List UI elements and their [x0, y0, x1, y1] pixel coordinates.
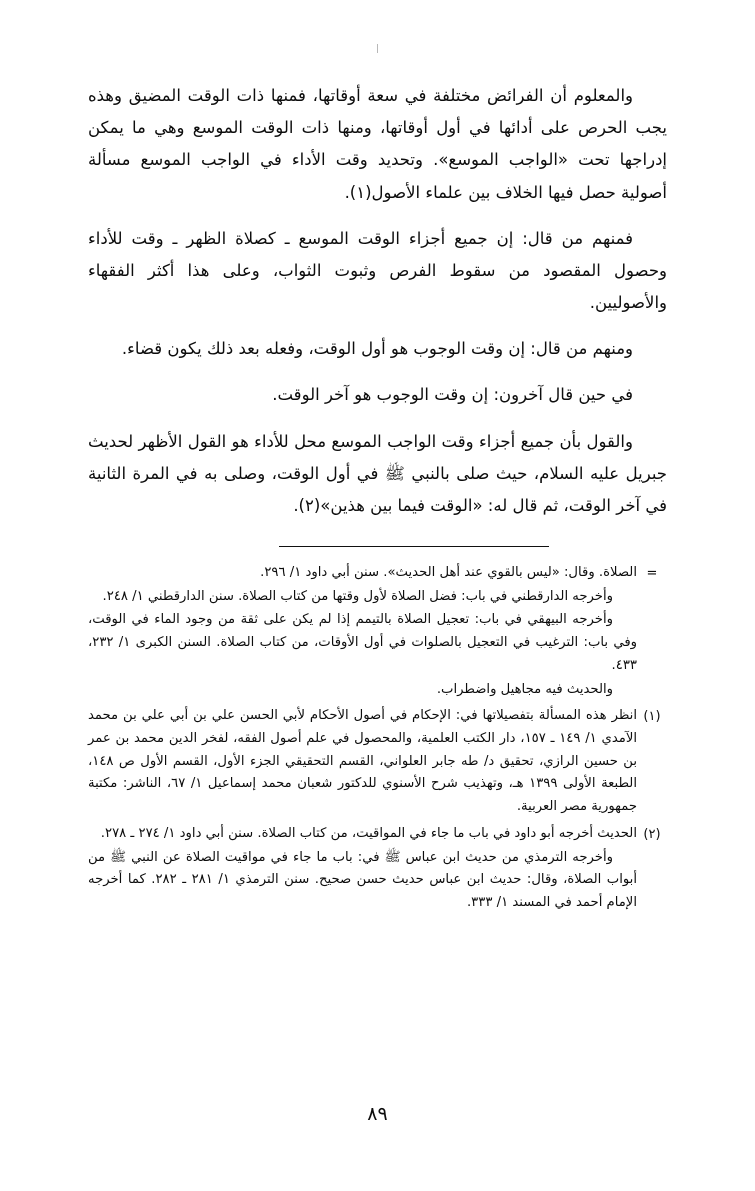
footnote-body	[88, 823, 637, 916]
footnote-marker: =	[646, 566, 658, 582]
main-body	[88, 80, 667, 522]
body-paragraph-1: والمعلوم أن الفرائض مختلفة في سعة أوقاتها، فمنها ذات الوقت المضيق وهذه يجب الحرص على أدائها في أول أوقاتها، ومنها ذات الوقت الموسع وهي ما يمكن إدراجها تحت «الواجب الموسع». وتحديد وقت الأداء في الواجب الموسع مسألة أصولية حصل فيها الخلاف بين علماء الأصول(١).	[88, 86, 667, 202]
body-paragraph-2: فمنهم من قال: إن جميع أجزاء الوقت الموسع ـ كصلاة الظهر ـ وقت للأداء وحصول المقصود من سقوط الفرص وثبوت الثواب، وعلى هذا أكثر الفقهاء والأصوليين.	[88, 228, 667, 313]
page-number: ٨٩	[367, 1103, 388, 1125]
footnote-separator-line	[279, 546, 549, 547]
body-paragraph-4: في حين قال آخرون: إن وقت الوجوب هو آخر الوقت.	[272, 385, 633, 405]
footnote-line: الحديث أخرجه أبو داود في باب ما جاء في المواقيت، من كتاب الصلاة. سنن أبي داود ١/ ٢٧٤ ـ ٢٧٨.	[100, 825, 637, 841]
footnote-line: وأخرجه الترمذي من حديث ابن عباس ﷺ في: باب ما جاء في مواقيت الصلاة عن النبي ﷺ من أبواب الصلاة، وقال: حديث ابن عباس حديث حسن صحيح. سنن الترمذي ١/ ٢٨١ ـ ٢٨٢. كما أخرجه الإمام أحمد في المسند ١/ ٣٣٣.	[88, 849, 638, 910]
footnote-marker: (١)	[643, 709, 661, 725]
footnote-line: وأخرجه البيهقي في باب: تعجيل الصلاة بالتيمم إذا لم يكن على ثقة من وجود الماء في الوقت، وفي باب: الترغيب في التعجيل بالصلوات في أول الأوقات، من كتاب الصلاة. السنن الكبرى ١/ ٢٣٢، ٤٣٣.	[88, 612, 638, 673]
footnote-marker: (٢)	[643, 826, 661, 842]
footnote-continuation	[88, 562, 667, 702]
footnote-2	[88, 823, 667, 916]
footnotes-area	[88, 562, 667, 916]
footnote-line: والحديث فيه مجاهيل واضطراب.	[436, 681, 613, 697]
body-paragraph-3: ومنهم من قال: إن وقت الوجوب هو أول الوقت، وفعله بعد ذلك يكون قضاء.	[121, 339, 633, 359]
footnote-body	[88, 562, 637, 702]
page-crop-mark	[377, 44, 378, 53]
footnote-line: انظر هذه المسألة بتفصيلاتها في: الإحكام في أصول الأحكام لأبي الحسن علي بن أبي علي بن محمد الآمدي ١/ ١٤٩ ـ ١٥٧، دار الكتب العلمية، والمحصول في علم أصول الفقه، لفخر الدين محمد بن عمر بن حسين الرازي، تحقيق د/ طه جابر العلواني، القسم التحقيقي الجزء الأول، القسم الأول ص ١٤٨، الطبعة الأولى ١٣٩٩ هـ، وتهذيب شرح الأسنوي للدكتور شعبان محمد إسماعيل ١/ ٦٧، الناشر: مكتبة جمهورية مصر العربية.	[88, 708, 638, 815]
footnote-separator	[88, 540, 667, 554]
body-paragraph-5: والقول بأن جميع أجزاء وقت الواجب الموسع محل للأداء هو القول الأظهر لحديث جبريل عليه السلام، حيث صلى بالنبي ﷺ في أول الوقت، وصلى به في المرة الثانية في آخر الوقت، ثم قال له: «الوقت فيما بين هذين»(٢).	[88, 431, 667, 515]
footnote-body	[88, 705, 637, 820]
footnote-line: الصلاة. وقال: «ليس بالقوي عند أهل الحديث». سنن أبي داود ١/ ٢٩٦.	[260, 565, 637, 581]
footnote-1	[88, 705, 667, 820]
footnote-line: وأخرجه الدارقطني في باب: فضل الصلاة لأول وقتها من كتاب الصلاة. سنن الدارقطني ١/ ٢٤٨.	[102, 588, 613, 604]
